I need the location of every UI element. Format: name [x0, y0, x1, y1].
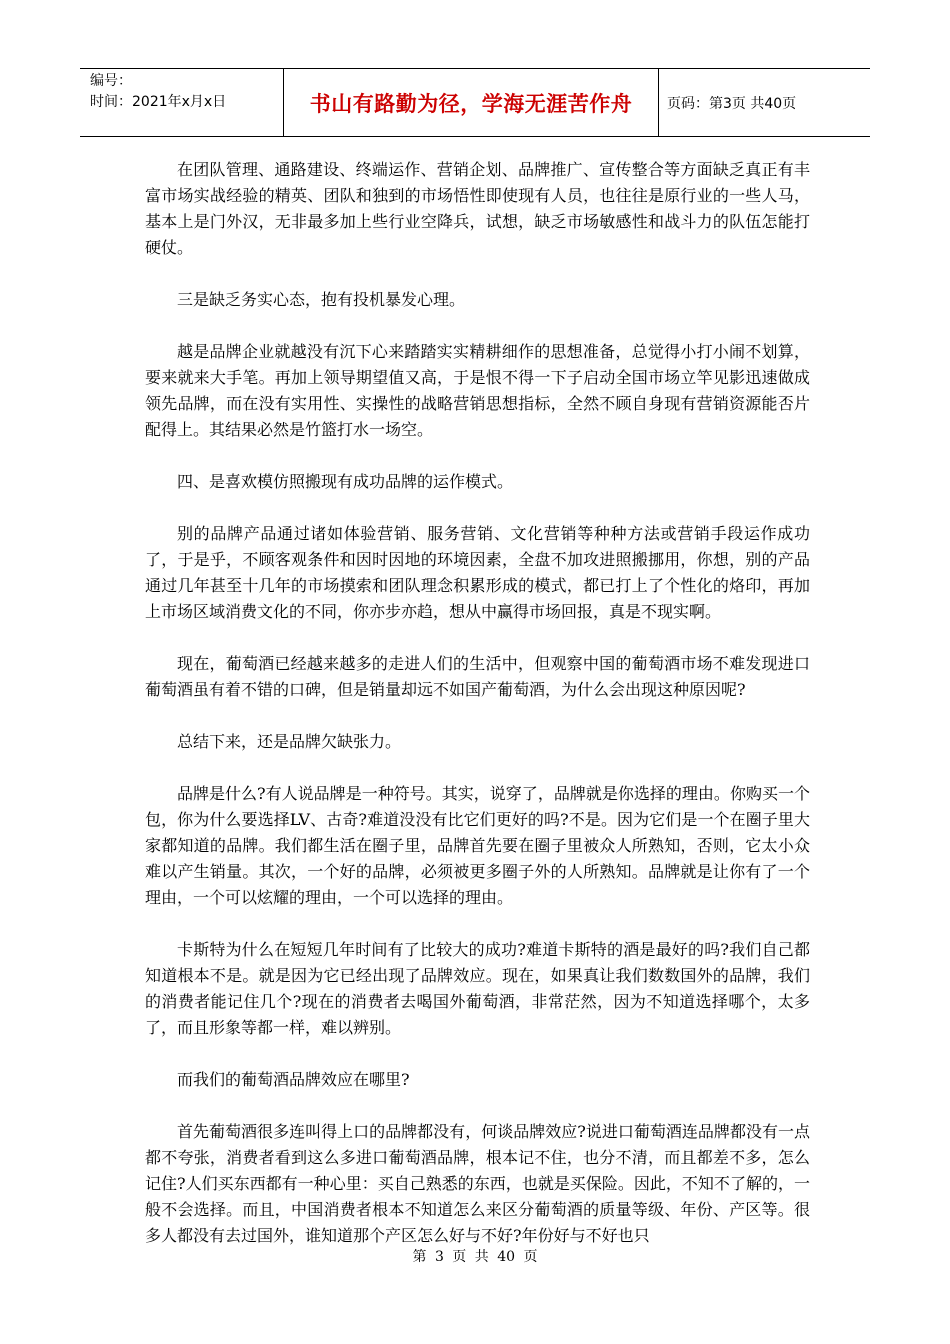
- paragraph: 品牌是什么?有人说品牌是一种符号。其实，说穿了，品牌就是你选择的理由。你购买一个包，你为什么要选择LV、古奇?难道没没有比它们更好的吗?不是。因为它们是一个在圈子里大家都知道的品牌。我们都生活在圈子里，品牌首先要在圈子里被众人所熟知，否则，它太小众难以产生销量。其次，一个好的品牌，必须被更多圈子外的人所熟知。品牌就是让你有了一个理由，一个可以炫耀的理由，一个可以选择的理由。: [145, 784, 810, 907]
- paragraph: 别的品牌产品通过诸如体验营销、服务营销、文化营销等种种方法或营销手段运作成功了，于是乎，不顾客观条件和因时因地的环境因素，全盘不加攻进照搬挪用，你想，别的产品通过几年甚至十几年的市场摸索和团队理念积累形成的模式，都已打上了个性化的烙印，再加上市场区域消费文化的不同，你亦步亦趋，想从中赢得市场回报，真是不现实啊。: [145, 524, 810, 621]
- page-footer: 第 3 页 共 40 页: [412, 1249, 538, 1265]
- header-meta: [80, 69, 284, 136]
- document-body: [145, 157, 810, 1249]
- document-date: 时间：2021年x月x日: [90, 94, 227, 110]
- paragraph: 三是缺乏务实心态，抱有投机暴发心理。: [177, 290, 466, 309]
- header-motto: 书山有路勤为径，学海无涯苦作舟: [284, 69, 659, 136]
- paragraph: 越是品牌企业就越没有沉下心来踏踏实实精耕细作的思想准备，总觉得小打小闹不划算，要来就来大手笔。再加上领导期望值又高，于是恨不得一下子启动全国市场立竿见影迅速做成领先品牌，而在没有实用性、实操性的战略营销思想指标，全然不顾自身现有营销资源能否片配得上。其结果必然是竹篮打水一场空。: [145, 342, 810, 439]
- paragraph: 卡斯特为什么在短短几年时间有了比较大的成功?难道卡斯特的酒是最好的吗?我们自己都知道根本不是。就是因为它已经出现了品牌效应。现在，如果真让我们数数国外的品牌，我们的消费者能记住几个?现在的消费者去喝国外葡萄酒，非常茫然，因为不知道选择哪个，太多了，而且形象等都一样，难以辨别。: [145, 940, 810, 1037]
- paragraph: 四、是喜欢模仿照搬现有成功品牌的运作模式。: [177, 472, 514, 491]
- paragraph: 现在，葡萄酒已经越来越多的走进人们的生活中，但观察中国的葡萄酒市场不难发现进口葡萄酒虽有着不错的口碑，但是销量却远不如国产葡萄酒，为什么会出现这种原因呢?: [145, 654, 810, 699]
- paragraph: 首先葡萄酒很多连叫得上口的品牌都没有，何谈品牌效应?说进口葡萄酒连品牌都没有一点都不夸张，消费者看到这么多进口葡萄酒品牌，根本记不住，也分不清，而且都差不多，怎么记住?人们买东西都有一种心里：买自己熟悉的东西，也就是买保险。因此，不知不了解的，一般不会选择。而且，中国消费者根本不知道怎么来区分葡萄酒的质量等级、年份、产区等。很多人都没有去过国外，谁知道那个产区怎么好与不好?年份好与不好也只: [145, 1122, 810, 1245]
- paragraph: 总结下来，还是品牌欠缺张力。: [177, 732, 402, 751]
- page-header: [80, 68, 870, 137]
- paragraph: 而我们的葡萄酒品牌效应在哪里?: [177, 1070, 410, 1089]
- paragraph: 在团队管理、通路建设、终端运作、营销企划、品牌推广、宣传整合等方面缺乏真正有丰富市场实战经验的精英、团队和独到的市场悟性即使现有人员，也往往是原行业的一些人马，基本上是门外汉，无非最多加上些行业空降兵，试想，缺乏市场敏感性和战斗力的队伍怎能打硬仗。: [145, 160, 810, 257]
- document-number-label: 编号：: [90, 73, 132, 89]
- header-page-info: 页码：第3页 共40页: [667, 95, 797, 112]
